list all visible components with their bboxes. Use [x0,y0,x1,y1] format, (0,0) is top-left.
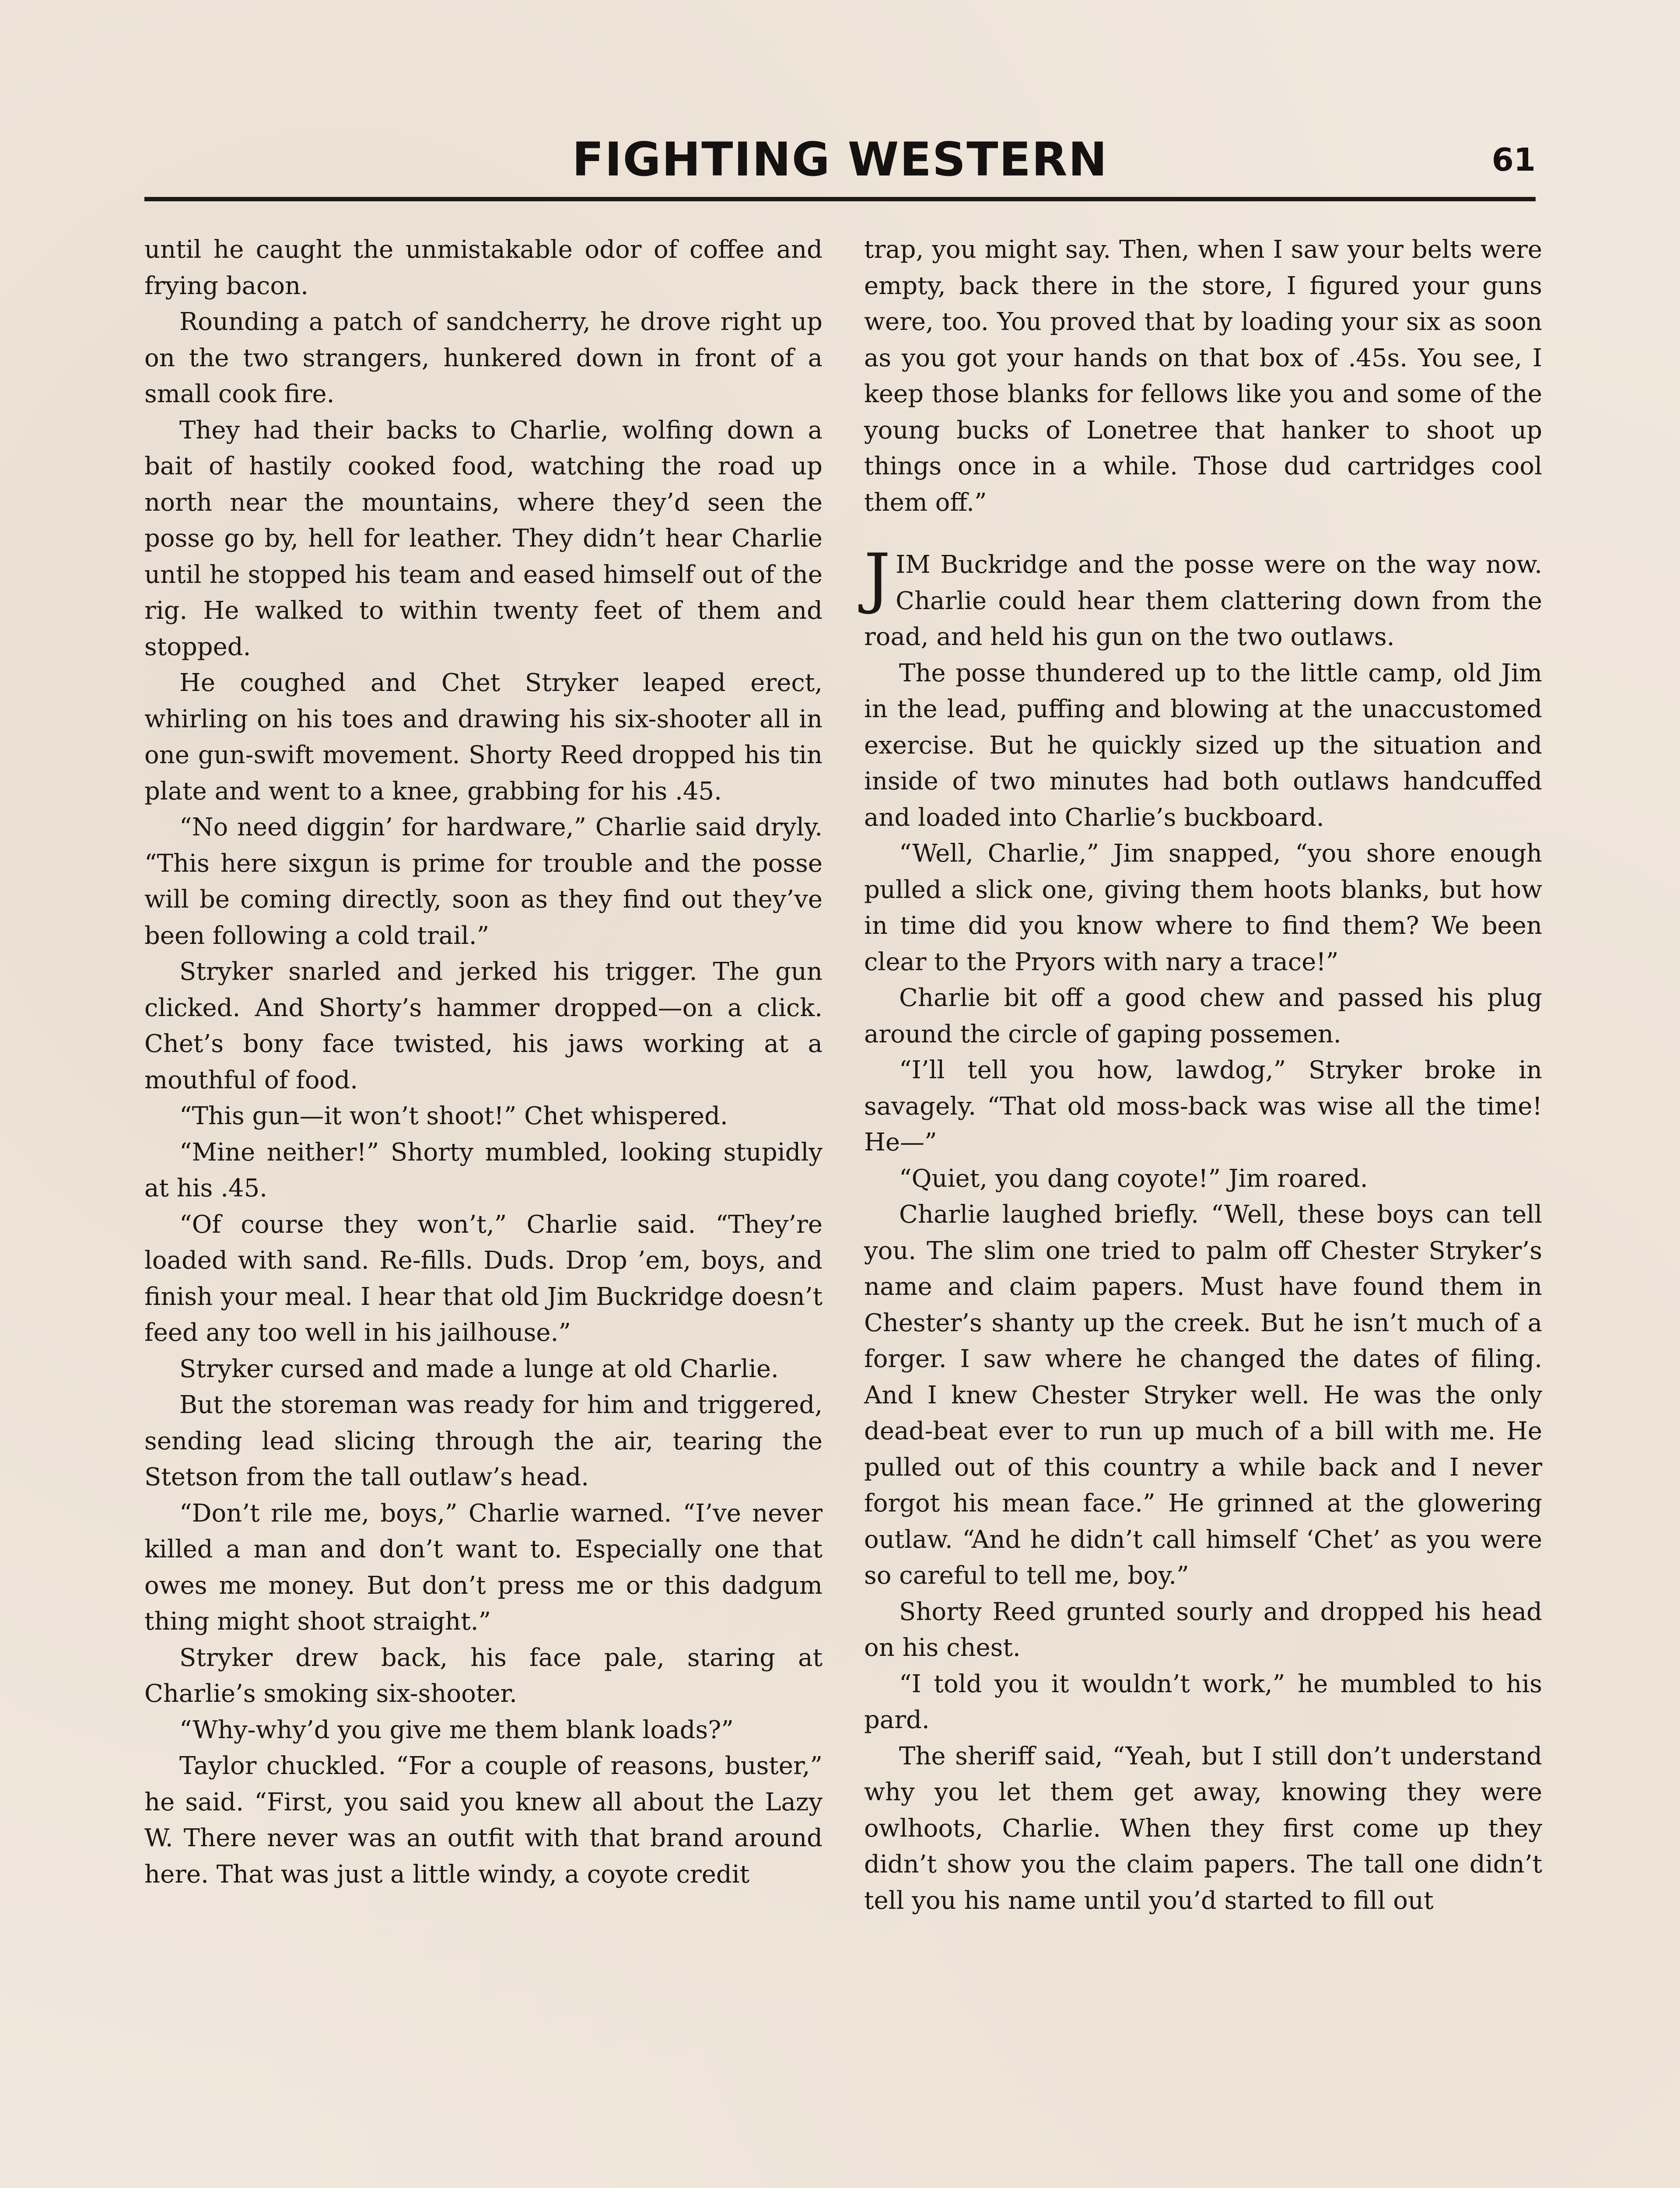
paragraph: Stryker drew back, his face pale, staring at Charlie’s smoking six-shooter. [144,1643,822,1708]
paragraph: “I told you it wouldn’t work,” he mumbled to his pard. [864,1669,1542,1734]
paragraph: Charlie laughed briefly. “Well, these boys can tell you. The slim one tried to palm off Chester Stryker’s name and claim papers. Must have found them in Chester’s shanty up the creek. But he isn’t much of a forger. I saw where he changed the dates of filing. And I knew Chester Stryker well. He was the only dead-beat ever to run up much of a bill with me. He pulled out of this country a while back and I never forgot his mean face.” He grinned at the glowering outlaw. “And he didn’t call himself ‘Chet’ as you were so careful to tell me, boy.” [864,1200,1542,1590]
paragraph: “Of course they won’t,” Charlie said. “They’re loaded with sand. Re-fills. Duds. Drop ’em, boys, and finish your meal. I hear that old Jim Buckridge doesn’t feed any too well in his jailhouse.” [144,1210,822,1347]
page-number: 61 [1491,141,1536,178]
paragraph: “Quiet, you dang coyote!” Jim roared. [899,1164,1368,1193]
page-header [144,127,1536,193]
paragraph: Charlie bit off a good chew and passed his plug around the circle of gaping possemen. [864,984,1542,1048]
paragraph: “Mine neither!” Shorty mumbled, looking stupidly at his .45. [144,1138,822,1203]
paragraph: Rounding a patch of sandcherry, he drove right up on the two strangers, hunkered down in front of a small cook fire. [144,308,822,408]
paragraph: Shorty Reed grunted sourly and dropped his head on his chest. [864,1597,1542,1662]
paragraph: “Well, Charlie,” Jim snapped, “you shore enough pulled a slick one, giving them hoots blanks, but how in time did you know where to find them? We been clear to the Pryors with nary a trace!” [864,839,1542,976]
paragraph: “I’ll tell you how, lawdog,” Stryker broke in savagely. “That old moss-back was wise all the time! He—” [864,1056,1542,1157]
paragraph: The sheriff said, “Yeah, but I still don’t understand why you let them get away, knowing they were owlhoots, Charlie. When they first come up they didn’t show you the claim papers. The tall one didn’t tell you his name until you’d started to fill out [864,1742,1542,1915]
section-break-paragraph: JIM Buckridge and the posse were on the way now. Charlie could hear them clattering down from the road, and held his gun on the two outlaws. [864,540,1542,651]
paragraph: “Why-why’d you give me them blank loads?” [179,1715,734,1744]
paragraph: But the storeman was ready for him and triggered, sending lead slicing through the air, tearing the Stetson from the tall outlaw’s head. [144,1391,822,1491]
paragraph: trap, you might say. Then, when I saw your belts were empty, back there in the store, I figured your guns were, too. You proved that by loading your six as soon as you got your hands on that box of .45s. You see, I keep those blanks for fellows like you and some of the young bucks of Lonetree that hanker to shoot up things once in a while. Those dud cartridges cool them off.” [864,235,1542,517]
paragraph: “No need diggin’ for hardware,” Charlie said dryly. “This here sixgun is prime for trouble and the posse will be coming directly, soon as they find out they’ve been following a cold trail.” [144,813,822,950]
paragraph: “Don’t rile me, boys,” Charlie warned. “I’ve never killed a man and don’t want to. Especially one that owes me money. But don’t press me or this dadgum thing might shoot straight.” [144,1499,822,1636]
paragraph: Taylor chuckled. “For a couple of reasons, buster,” he said. “First, you said you knew all about the Lazy W. There never was an outfit with that brand around here. That was just a little windy, a coyote credit [144,1752,822,1889]
paragraph: He coughed and Chet Stryker leaped erect, whirling on his toes and drawing his six-shooter all in one gun-swift movement. Shorty Reed dropped his tin plate and went to a knee, grabbing for his .45. [144,669,822,806]
paragraph: Stryker snarled and jerked his trigger. The gun clicked. And Shorty’s hammer dropped—on a click. Chet’s bony face twisted, his jaws working at a mouthful of food. [144,957,822,1094]
right-column [864,232,1542,1919]
paragraph: They had their backs to Charlie, wolfing down a bait of hastily cooked food, watching the road up north near the mountains, where they’d seen the posse go by, hell for leather. They didn’t hear Charlie until he stopped his team and eased himself out of the rig. He walked to within twenty feet of them and stopped. [144,416,822,661]
header-rule [144,197,1536,201]
magazine-title: FIGHTING WESTERN [572,133,1108,186]
paragraph: The posse thundered up to the little camp, old Jim in the lead, puffing and blowing at the unaccustomed exercise. But he quickly sized up the situation and inside of two minutes had both outlaws handcuffed and loaded into Charlie’s buckboard. [864,659,1542,832]
paragraph: until he caught the unmistakable odor of coffee and frying bacon. [144,235,822,300]
paragraph: “This gun—it won’t shoot!” Chet whispered. [179,1102,728,1130]
paragraph: Stryker cursed and made a lunge at old Charlie. [179,1354,779,1383]
left-column [144,232,822,1893]
